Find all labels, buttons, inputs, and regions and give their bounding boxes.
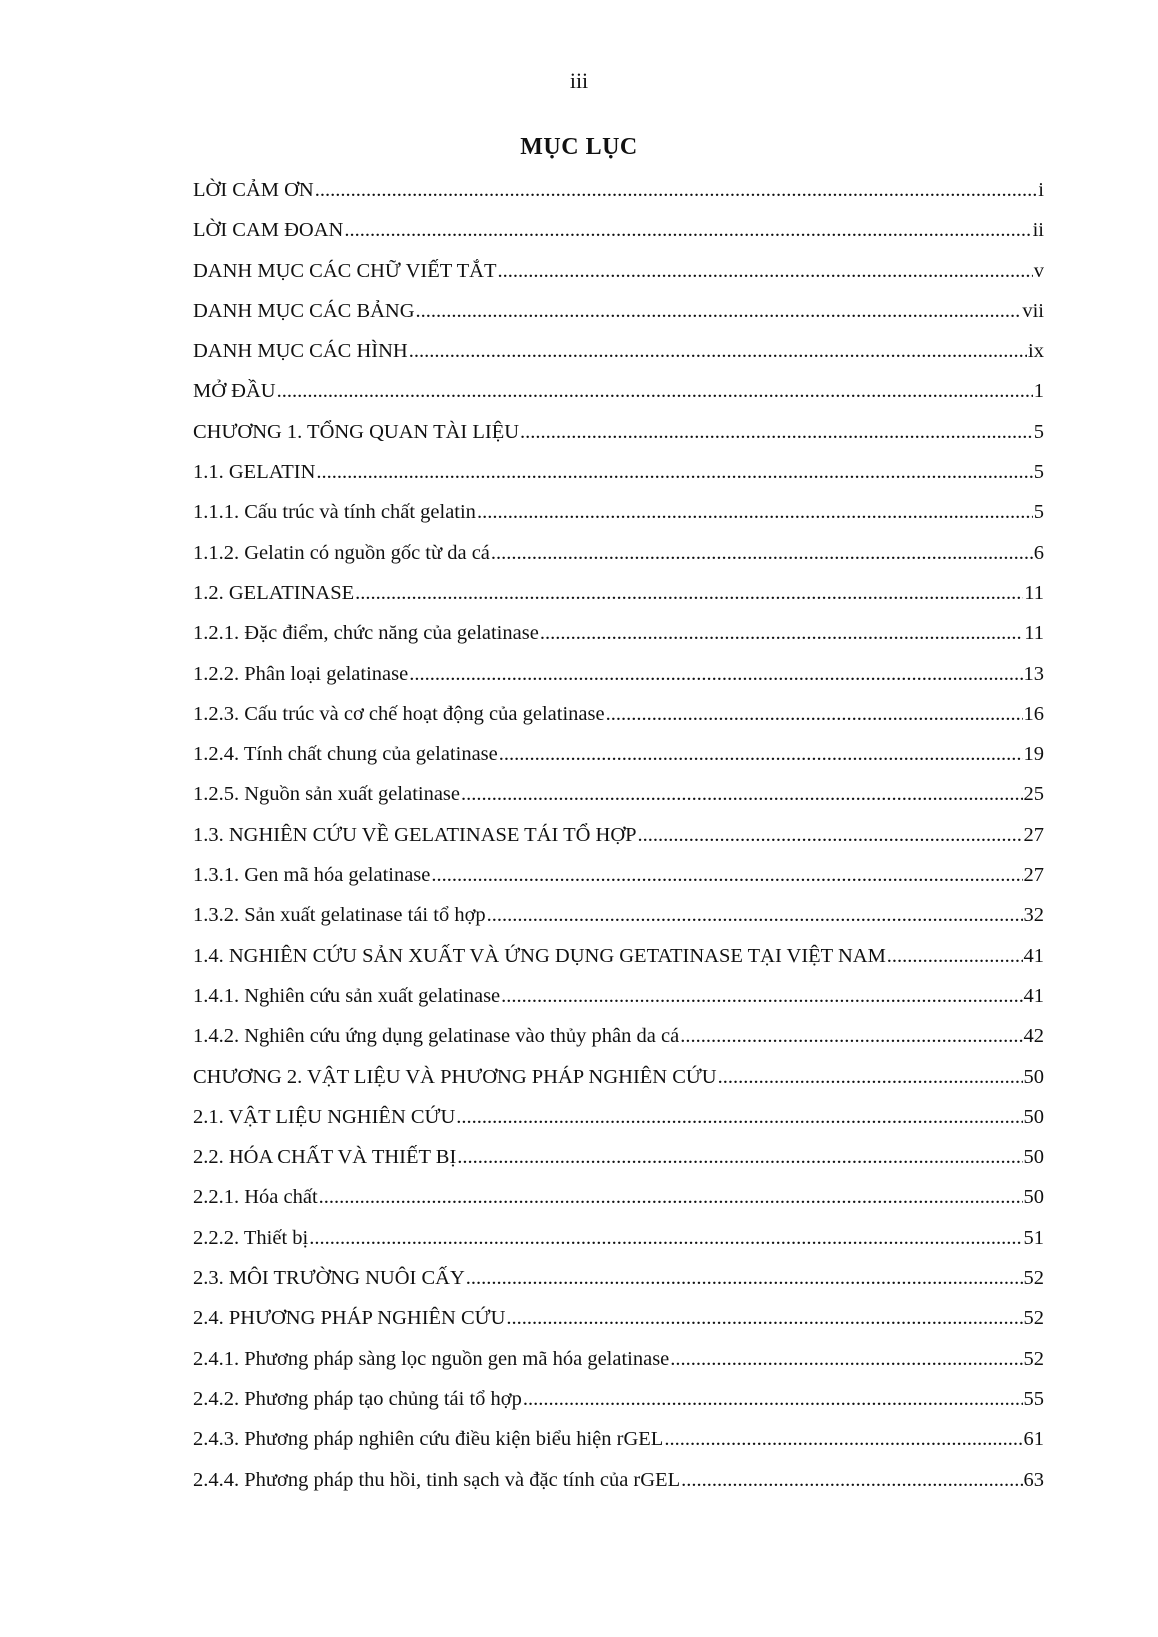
toc-entry-label: 1.4. NGHIÊN CỨU SẢN XUẤT VÀ ỨNG DỤNG GETATINASE TẠI VIỆT NAM: [193, 944, 886, 967]
toc-entry-label: MỞ ĐẦU: [193, 380, 276, 403]
toc-entry-label: DANH MỤC CÁC HÌNH: [193, 340, 408, 363]
toc-entry-page: 52: [1023, 1347, 1044, 1370]
toc-entry[interactable]: [193, 216, 1044, 256]
toc-entry-label: 2.4. PHƯƠNG PHÁP NGHIÊN CỨU: [193, 1307, 506, 1330]
toc-dot-leader: [409, 337, 1027, 365]
toc-entry-label: 1.2.5. Nguồn sản xuất gelatinase: [193, 783, 461, 806]
toc-entry-page: ix: [1028, 340, 1044, 363]
toc-entry[interactable]: [193, 1143, 1044, 1183]
toc-entry-label: LỜI CẢM ƠN: [193, 179, 314, 201]
toc-entry-label: 2.2.2. Thiết bị: [193, 1226, 309, 1249]
toc-entry[interactable]: [193, 1345, 1044, 1385]
toc-dot-leader: [456, 1103, 1022, 1131]
toc-entry[interactable]: [193, 458, 1044, 498]
toc-dot-leader: [680, 1022, 1022, 1050]
toc-entry-page: 27: [1023, 823, 1044, 846]
toc-dot-leader: [491, 539, 1033, 567]
toc-entry[interactable]: [193, 337, 1044, 377]
toc-entry-page: 5: [1033, 420, 1044, 443]
toc-entry-page: 5: [1033, 461, 1044, 484]
toc-entry-page: 11: [1024, 622, 1044, 645]
toc-entry-page: 13: [1023, 662, 1044, 685]
toc-entry-page: 50: [1023, 1186, 1044, 1209]
toc-dot-leader: [887, 942, 1023, 970]
toc-dot-leader: [319, 1183, 1023, 1211]
toc-dot-leader: [506, 1304, 1022, 1332]
toc-dot-leader: [606, 700, 1023, 728]
toc-title: MỤC LỤC: [520, 134, 638, 160]
toc-entry[interactable]: [193, 1103, 1044, 1143]
toc-entry[interactable]: [193, 257, 1044, 297]
toc-entry-label: 1.2.3. Cấu trúc và cơ chế hoạt động của gelatinase: [193, 702, 605, 725]
toc-entry-label: 1.2.2. Phân loại gelatinase: [193, 662, 409, 685]
toc-dot-leader: [718, 1063, 1023, 1091]
toc-entry-label: 2.4.4. Phương pháp thu hồi, tinh sạch và đặc tính của rGEL: [193, 1468, 681, 1491]
toc-entry-page: 55: [1023, 1387, 1044, 1410]
toc-entry-page: 52: [1023, 1267, 1044, 1290]
toc-entry-page: i: [1038, 179, 1044, 201]
page-number: iii: [569, 68, 589, 93]
toc-dot-leader: [523, 1385, 1023, 1413]
toc-entry-page: 50: [1023, 1105, 1044, 1128]
toc-dot-leader: [466, 1264, 1023, 1292]
toc-entry-page: 1: [1033, 380, 1044, 403]
toc-dot-leader: [477, 498, 1033, 526]
toc-dot-leader: [498, 257, 1033, 285]
toc-dot-leader: [670, 1345, 1022, 1373]
toc-entry-label: 2.3. MÔI TRƯỜNG NUÔI CẤY: [193, 1267, 465, 1290]
toc-dot-leader: [309, 1224, 1022, 1252]
toc-dot-leader: [487, 901, 1023, 929]
toc-entry[interactable]: [193, 1304, 1044, 1344]
toc-entry-label: 1.1.1. Cấu trúc và tính chất gelatin: [193, 501, 476, 524]
toc-dot-leader: [431, 861, 1022, 889]
toc-entry[interactable]: [193, 619, 1044, 659]
toc-entry[interactable]: [193, 700, 1044, 740]
toc-entry-label: CHƯƠNG 2. VẬT LIỆU VÀ PHƯƠNG PHÁP NGHIÊN CỨU: [193, 1065, 717, 1088]
toc-entry-label: 1.2.1. Đặc điểm, chức năng của gelatinase: [193, 622, 539, 645]
toc-entry-page: 32: [1023, 904, 1044, 927]
toc-entry-label: 1.4.1. Nghiên cứu sản xuất gelatinase: [193, 984, 501, 1007]
toc-entry-label: LỜI CAM ĐOAN: [193, 219, 344, 242]
toc-dot-leader: [461, 780, 1022, 808]
toc-entry-label: 1.3.1. Gen mã hóa gelatinase: [193, 864, 431, 887]
toc-dot-leader: [344, 216, 1031, 244]
toc-entry-label: 2.1. VẬT LIỆU NGHIÊN CỨU: [193, 1105, 456, 1128]
toc-entry-label: DANH MỤC CÁC CHỮ VIẾT TẮT: [193, 259, 497, 282]
toc-entry-label: CHƯƠNG 1. TỔNG QUAN TÀI LIỆU: [193, 420, 520, 443]
toc-dot-leader: [355, 579, 1023, 607]
toc-dot-leader: [499, 740, 1023, 768]
toc-entry-page: 6: [1033, 541, 1044, 564]
toc-entry-label: 1.1. GELATIN: [193, 461, 316, 484]
toc-entry-page: 50: [1023, 1146, 1044, 1169]
toc-entry-page: vii: [1022, 299, 1044, 322]
toc-entry[interactable]: [193, 1264, 1044, 1304]
toc-entry-page: 41: [1023, 984, 1044, 1007]
toc-entry-page: ii: [1032, 219, 1044, 242]
toc-entry-page: v: [1033, 259, 1044, 282]
toc-dot-leader: [416, 297, 1022, 325]
toc-dot-leader: [664, 1425, 1022, 1453]
toc-entry[interactable]: [193, 1183, 1044, 1223]
toc-entry[interactable]: [193, 1385, 1044, 1425]
toc-entry[interactable]: [193, 740, 1044, 780]
toc-dot-leader: [316, 458, 1032, 486]
toc-entry-page: 25: [1023, 783, 1044, 806]
toc-entry[interactable]: [193, 1063, 1044, 1103]
toc-dot-leader: [520, 418, 1033, 446]
toc-entry-label: 2.2. HÓA CHẤT VÀ THIẾT BỊ: [193, 1146, 457, 1169]
toc-entry[interactable]: [193, 377, 1044, 417]
toc-entry[interactable]: [193, 418, 1044, 458]
toc-entry-label: DANH MỤC CÁC BẢNG: [193, 299, 415, 322]
toc-dot-leader: [457, 1143, 1022, 1171]
toc-entry-label: 1.3.2. Sản xuất gelatinase tái tổ hợp: [193, 904, 486, 927]
toc-entry[interactable]: [193, 1425, 1044, 1465]
toc-entry-page: 42: [1023, 1025, 1044, 1048]
toc-entry[interactable]: [193, 1022, 1044, 1062]
toc-entry[interactable]: [193, 861, 1044, 901]
toc-entry-page: 5: [1033, 501, 1044, 524]
table-of-contents: [193, 176, 1044, 1506]
toc-entry[interactable]: [193, 982, 1044, 1022]
toc-dot-leader: [501, 982, 1022, 1010]
toc-entry-label: 1.2. GELATINASE: [193, 581, 355, 604]
toc-dot-leader: [681, 1466, 1022, 1494]
toc-entry[interactable]: [193, 1224, 1044, 1264]
toc-entry-label: 2.4.2. Phương pháp tạo chủng tái tổ hợp: [193, 1387, 522, 1410]
toc-dot-leader: [638, 821, 1023, 849]
toc-entry[interactable]: [193, 539, 1044, 579]
toc-dot-leader: [277, 377, 1033, 405]
toc-entry-label: 1.2.4. Tính chất chung của gelatinase: [193, 743, 498, 766]
toc-entry-label: 1.1.2. Gelatin có nguồn gốc từ da cá: [193, 541, 490, 564]
toc-entry-page: 63: [1023, 1468, 1044, 1491]
toc-entry[interactable]: [193, 297, 1044, 337]
toc-entry[interactable]: [193, 780, 1044, 820]
toc-dot-leader: [540, 619, 1023, 647]
toc-entry-label: 1.4.2. Nghiên cứu ứng dụng gelatinase vào thủy phân da cá: [193, 1025, 680, 1048]
toc-entry-page: 16: [1023, 702, 1044, 725]
toc-entry-page: 11: [1024, 581, 1044, 604]
toc-entry[interactable]: [193, 1466, 1044, 1506]
toc-dot-leader: [409, 660, 1022, 688]
toc-entry-label: 2.4.3. Phương pháp nghiên cứu điều kiện biểu hiện rGEL: [193, 1428, 664, 1451]
toc-entry[interactable]: [193, 660, 1044, 700]
toc-entry-page: 19: [1023, 743, 1044, 766]
toc-entry-page: 50: [1023, 1065, 1044, 1088]
toc-dot-leader: [315, 176, 1038, 204]
toc-entry-label: 2.2.1. Hóa chất: [193, 1186, 318, 1209]
toc-entry-page: 52: [1023, 1307, 1044, 1330]
toc-entry[interactable]: [193, 821, 1044, 861]
toc-entry[interactable]: [193, 942, 1044, 982]
toc-entry-page: 51: [1023, 1226, 1044, 1249]
toc-entry-label: 1.3. NGHIÊN CỨU VỀ GELATINASE TÁI TỔ HỢP: [193, 823, 637, 846]
toc-entry[interactable]: [193, 579, 1044, 619]
toc-entry-page: 61: [1023, 1428, 1044, 1451]
toc-entry-label: 2.4.1. Phương pháp sàng lọc nguồn gen mã hóa gelatinase: [193, 1347, 670, 1370]
toc-entry-page: 41: [1023, 944, 1044, 967]
toc-entry[interactable]: [193, 901, 1044, 941]
toc-entry-page: 27: [1023, 864, 1044, 887]
toc-entry[interactable]: [193, 498, 1044, 538]
toc-entry[interactable]: [193, 176, 1044, 216]
